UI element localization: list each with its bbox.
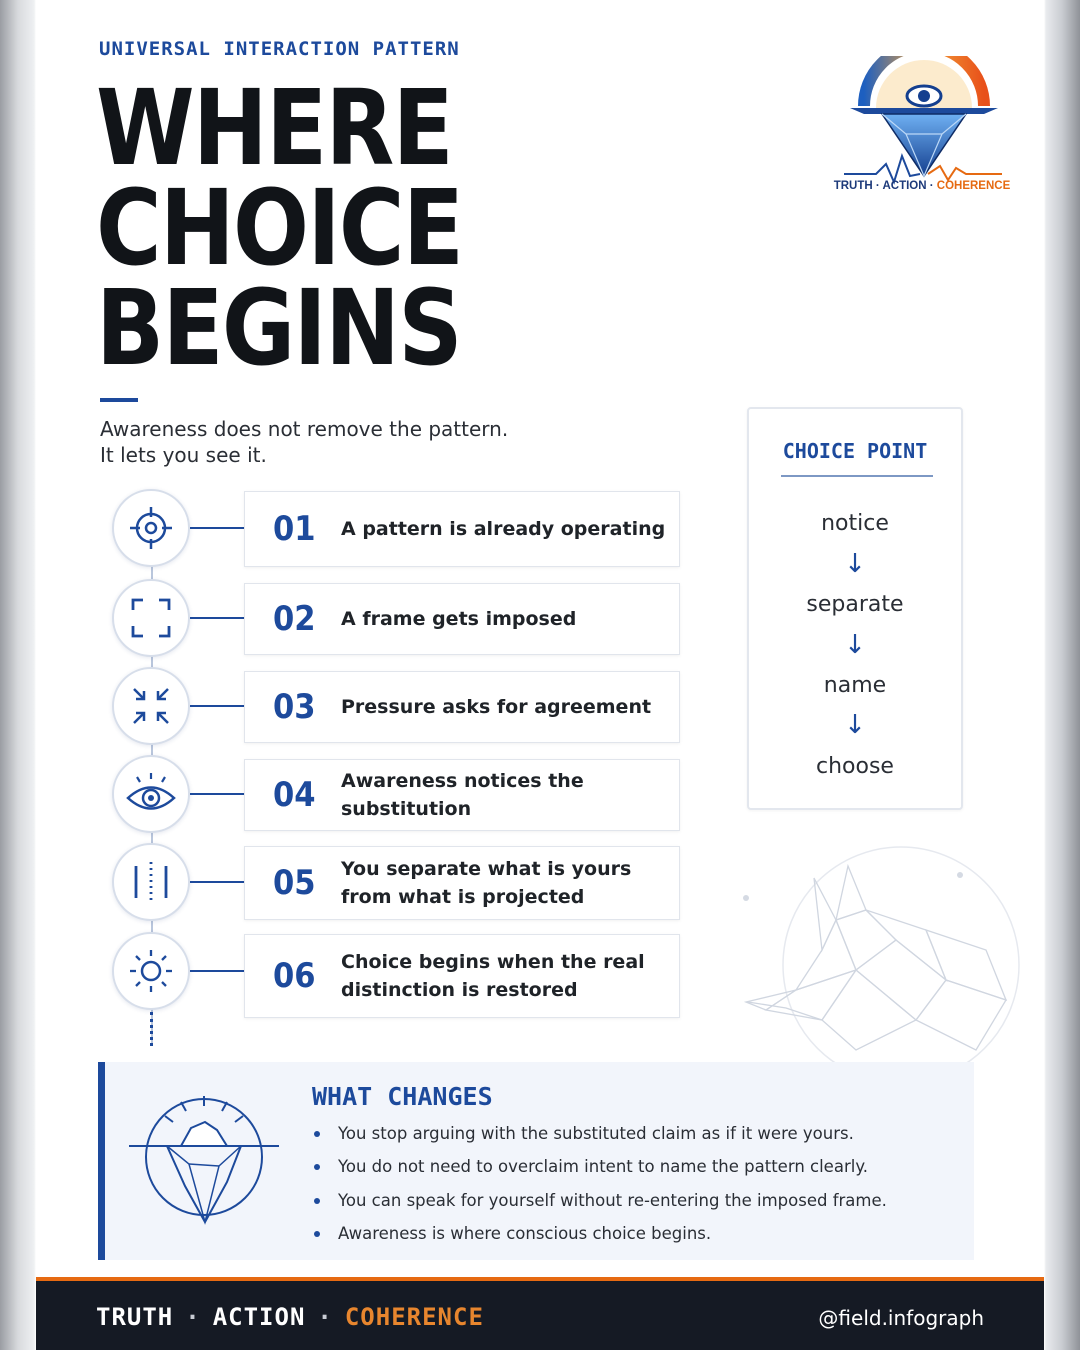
logo-tagline-main: TRUTH · ACTION · [833,180,937,192]
step-number: 02 [273,599,316,639]
step-text [341,515,671,543]
what-changes-list [312,1122,887,1256]
step-card-6 [244,934,680,1018]
step-text-line: Choice begins when the real [341,951,645,973]
step-card-2 [244,583,680,655]
step-3-connector [190,705,244,707]
target-icon [126,503,176,553]
step-card-4 [244,759,680,831]
step-card-1 [244,491,680,567]
compress-arrows-icon [126,681,176,731]
separator-icon [126,857,176,907]
iceberg-icon [129,1082,279,1232]
step-text-line: You separate what is yours [341,858,632,880]
choice-word-choose: choose [816,754,894,779]
step-4-icon-badge [112,755,190,833]
step-text-line: from what is projected [341,886,585,908]
title-accent-rule [100,398,138,402]
step-text-line: Pressure asks for agreement [341,696,652,718]
frame-corners-icon [126,593,176,643]
sun-icon [126,946,176,996]
logo-tagline [832,180,1012,192]
title-line-3: BEGINS [96,267,461,389]
step-card-3 [244,671,680,743]
step-6-icon-badge [112,932,190,1010]
step-text [341,693,671,721]
social-handle[interactable]: @field.infograph [818,1306,984,1330]
step-4-connector [190,793,244,795]
timeline-dots [150,1012,154,1046]
step-number: 03 [273,687,316,727]
choice-point-panel [747,407,963,810]
intro-text [100,416,508,468]
down-arrow-icon: ↓ [844,710,866,740]
step-2-connector [190,617,244,619]
choice-point-title: CHOICE POINT [782,439,928,463]
eye-icon [125,769,177,819]
step-text-line: A frame gets imposed [341,608,577,630]
step-3-icon-badge [112,667,190,745]
step-text [341,605,671,633]
infographic-page [36,0,1044,1350]
title-line-1: WHERE [96,67,452,189]
step-text [341,948,671,1004]
footer-separator: · [185,1303,201,1331]
what-changes-title: WHAT CHANGES [312,1082,493,1111]
wolf-illustration-icon [726,840,1026,1070]
title-line-2: CHOICE [96,167,463,289]
step-text [341,767,671,823]
choice-word-name: name [823,673,887,698]
step-number: 06 [273,956,316,996]
list-item: You stop arguing with the substituted claim as if it were yours. [312,1122,887,1155]
step-number: 05 [273,863,316,903]
down-arrow-icon: ↓ [844,630,866,660]
footer-coherence: COHERENCE [344,1303,484,1331]
intro-line-2: It lets you see it. [100,443,267,467]
list-item: Awareness is where conscious choice begins. [312,1222,887,1255]
step-card-5 [244,846,680,920]
step-6-connector [190,970,244,972]
step-text-line: A pattern is already operating [341,518,666,540]
footer-truth: TRUTH [96,1303,174,1331]
list-item: You can speak for yourself without re-entering the imposed frame. [312,1189,887,1222]
kicker-label: UNIVERSAL INTERACTION PATTERN [99,38,460,60]
step-number: 01 [273,509,316,549]
down-arrow-icon: ↓ [844,549,866,579]
step-text-line: Awareness notices the substitution [341,770,584,820]
footer-tagline [96,1303,484,1331]
step-number: 04 [273,775,316,815]
step-1-icon-badge [112,489,190,567]
choice-point-rule [781,475,933,477]
choice-word-notice: notice [821,511,889,536]
step-text [341,855,671,911]
footer-action: ACTION [212,1303,306,1331]
step-text-line: distinction is restored [341,979,578,1001]
footer-bar [36,1281,1044,1350]
choice-word-separate: separate [806,592,904,617]
step-1-connector [190,527,244,529]
page-title [96,67,463,389]
footer-separator: · [317,1303,333,1331]
intro-line-1: Awareness does not remove the pattern. [100,417,509,441]
what-changes-panel [98,1062,974,1260]
step-5-connector [190,881,244,883]
logo-tagline-coherence: COHERENCE [936,180,1011,192]
step-5-icon-badge [112,843,190,921]
step-2-icon-badge [112,579,190,657]
list-item: You do not need to overclaim intent to name the pattern clearly. [312,1155,887,1188]
